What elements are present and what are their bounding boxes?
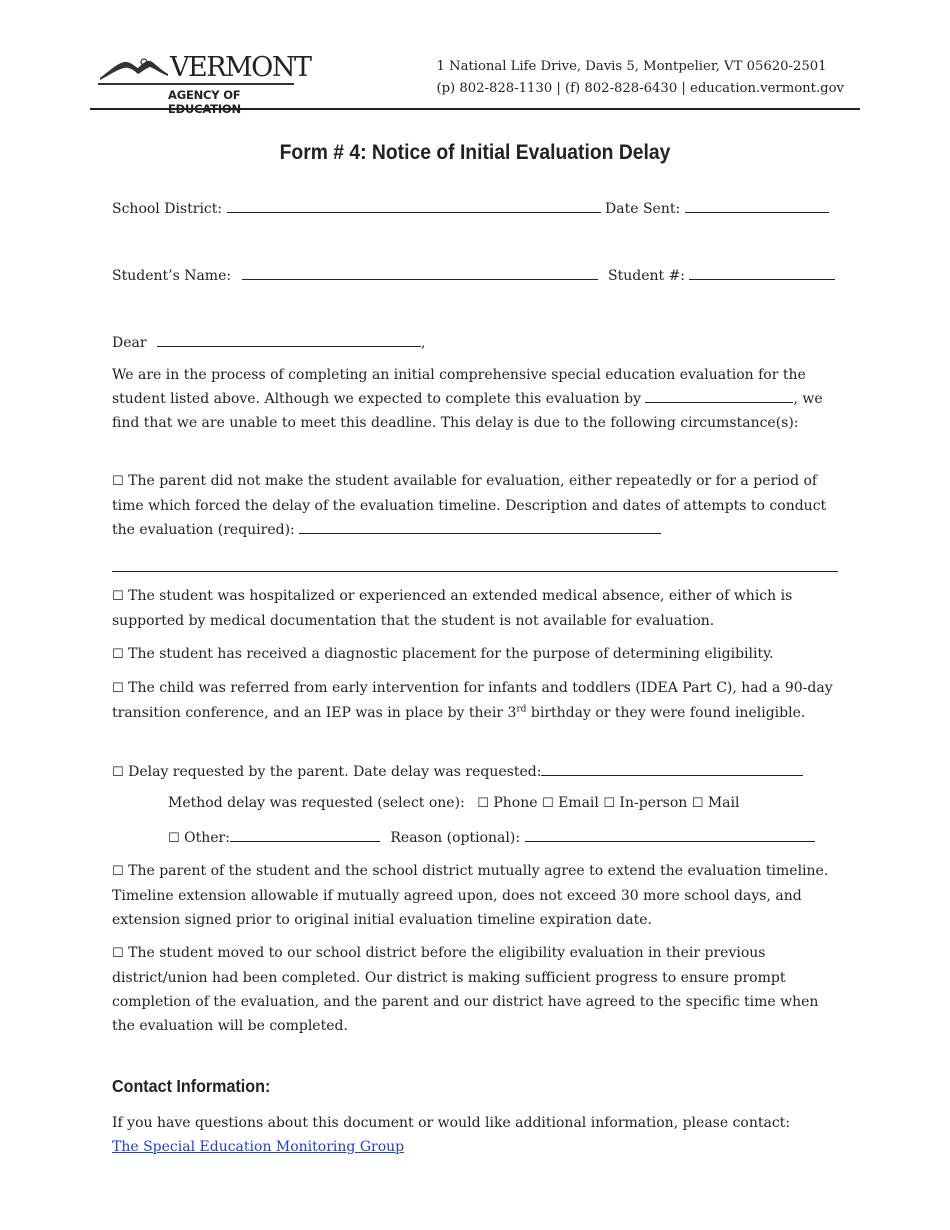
option-hospitalized [112,584,842,633]
logo-name: VERMONT [170,52,311,83]
diagnostic-text: The student has received a diagnostic placement for the purpose of determining eligibility. [123,646,774,662]
mountain-icon [98,56,170,82]
student-number-label: Student #: [608,268,686,284]
moved-text: The student moved to our school district before the eligibility evaluation in their previous district/union had been completed. Our district is making sufficient progress to ensure prompt completion of the evaluation, and the parent and our district have agreed to the specific time when the evaluation will be completed. [112,945,819,1034]
dear-row [112,331,425,353]
hospitalized-checkbox[interactable]: ☐ [112,589,124,604]
referred-text-2: birthday or they were found ineligible. [526,705,806,721]
other-input[interactable] [230,826,380,842]
vermont-logo [98,52,311,104]
student-name-input[interactable] [242,264,598,280]
not-available-checkbox[interactable]: ☐ [112,474,124,489]
delay-requested-text: Delay requested by the parent. Date delay was requested: [123,764,542,780]
contact-paragraph [112,1111,842,1159]
not-available-text: The parent did not make the student available for evaluation, either repeatedly or for a period of time which forced the delay of the evaluation timeline. Description and dates of attempts to conduct the evaluation (required): [112,473,827,538]
page-title: Form # 4: Notice of Initial Evaluation Delay [279,141,671,164]
header-divider [90,108,860,110]
expected-date-input[interactable] [645,387,793,403]
phone-label: Phone [488,795,538,811]
diagnostic-checkbox[interactable]: ☐ [112,647,124,662]
delay-requested-checkbox[interactable]: ☐ [112,765,124,780]
date-sent-input[interactable] [685,197,829,213]
monitoring-group-link[interactable]: The Special Education Monitoring Group [112,1139,405,1155]
reason-input[interactable] [525,826,815,842]
student-number-input[interactable] [689,264,835,280]
email-label: Email [553,795,599,811]
option-referred [112,676,842,725]
referred-text-1: The child was referred from early intervention for infants and toddlers (IDEA Part C), had a 90-day transition conference, and an IEP was in place by their 3 [112,680,833,721]
contact-line: (p) 802-828-1130 | (f) 802-828-6430 | education.vermont.gov [436,81,844,96]
date-sent-label: Date Sent: [605,201,681,217]
other-label: Other: [179,830,230,846]
intro-text-2: , we find that we are unable to meet this deadline. This delay is due to the following circumstance(s): [112,391,823,431]
dear-input[interactable] [157,331,421,347]
delay-date-input[interactable] [541,760,803,776]
logo-divider [98,83,294,85]
dear-comma: , [421,335,426,351]
school-district-input[interactable] [227,197,601,213]
mutual-checkbox[interactable]: ☐ [112,864,124,879]
student-name-label: Student’s Name: [112,268,232,284]
school-district-label: School District: [112,201,223,217]
student-name-row [112,264,835,286]
mail-checkbox[interactable]: ☐ [691,796,704,811]
email-checkbox[interactable]: ☐ [541,796,554,811]
logo-agency: AGENCY OF [168,88,241,102]
letterhead [90,50,860,108]
other-checkbox[interactable]: ☐ [168,831,180,846]
attempts-description-line-2[interactable] [112,556,838,572]
intro-paragraph [112,363,842,435]
in-person-label: In-person [614,795,688,811]
school-district-row [112,197,829,219]
referred-checkbox[interactable]: ☐ [112,681,124,696]
reason-label: Reason (optional): [390,830,521,846]
other-reason-row [168,826,815,849]
option-moved [112,941,842,1038]
hospitalized-text: The student was hospitalized or experienced an extended medical absence, either of which is supported by medical documentation that the student is not available for evaluation. [112,588,793,629]
attempts-description-input[interactable] [299,518,661,534]
method-row [168,793,739,814]
contact-heading: Contact Information: [112,1076,271,1096]
option-mutual [112,859,842,932]
contact-text: If you have questions about this document or would like additional information, please contact: [112,1115,791,1131]
in-person-checkbox[interactable]: ☐ [603,796,615,811]
address-block [436,56,844,100]
mutual-text: The parent of the student and the school district mutually agree to extend the evaluation timeline. Timeline extension allowable if mutually agreed upon, does not exceed 30 more school days, and extension signed prior to original initial evaluation timeline expiration date. [112,863,829,928]
method-label: Method delay was requested (select one): [168,795,465,811]
referred-superscript: rd [516,704,527,715]
option-diagnostic [112,642,842,667]
moved-checkbox[interactable]: ☐ [112,946,124,961]
phone-checkbox[interactable]: ☐ [477,796,489,811]
intro-text-1: We are in the process of completing an initial comprehensive special education evaluation for the student listed above. Although we expected to complete this evaluation by [112,367,806,407]
option-not-available [112,469,842,542]
dear-label: Dear [112,335,147,351]
address-line: 1 National Life Drive, Davis 5, Montpelier, VT 05620-2501 [436,59,827,74]
mail-label: Mail [703,795,740,811]
option-delay-requested [112,760,803,783]
